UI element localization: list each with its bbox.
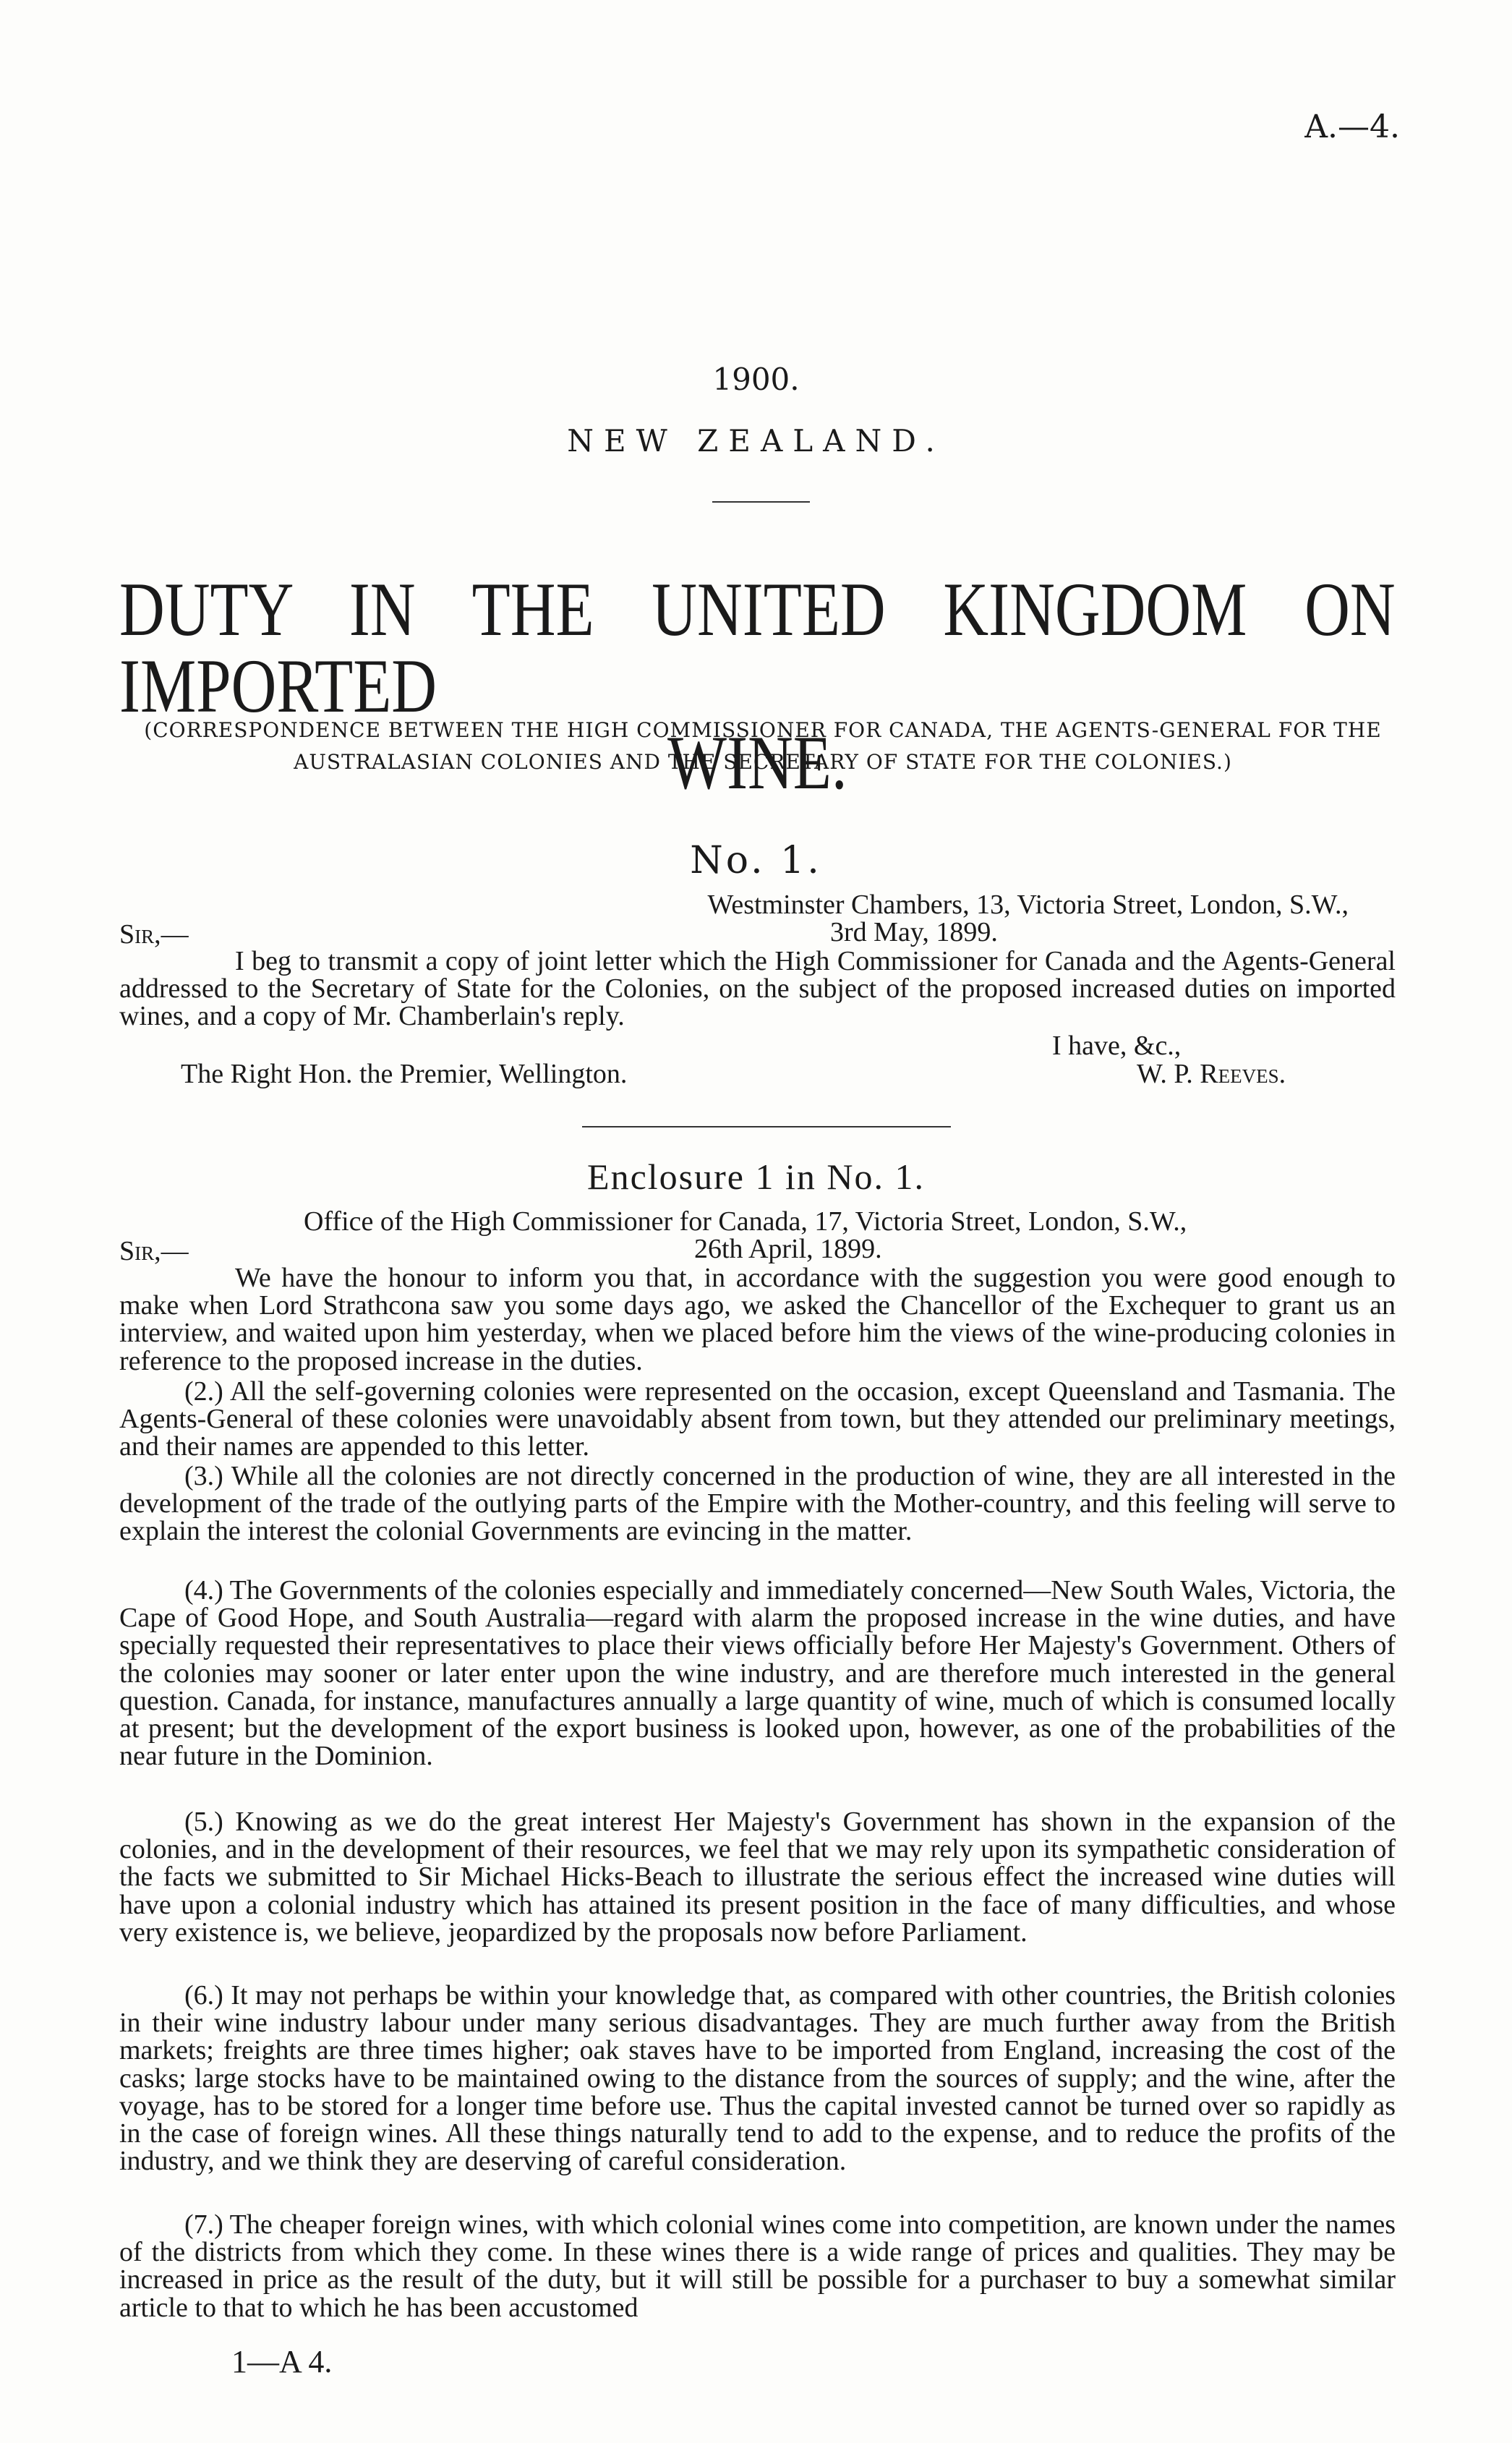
enclosure-heading: Enclosure 1 in No. 1.: [587, 1156, 925, 1197]
section-divider: [582, 1126, 951, 1127]
letter-closing: I have, &c.,: [1052, 1031, 1182, 1061]
enclosure-paragraph-6: (6.) It may not perhaps be within your knowledge that, as compared with other countries, the British colonies in their wine industry labour under many serious disadvantages. They are much further away from the British markets; freights are three times higher; oak staves have to be imported from England, increasing the cost of the casks; large stocks have to be maintained owing to the distance from the sources of supply; and the wine, after the voyage, has to be stored for a longer time before use. Thus the capital invested cannot be turned over so rapidly as in the case of foreign wines. All these things naturally tend to add to the expense, and to reduce the profits of the industry, and we think they are deserving of careful consideration.: [119, 1980, 1396, 2177]
enclosure-paragraph-2: (2.) All the self-governing colonies were represented on the occasion, except Queensland and Tasmania. The Agents-General of these colonies were unavoidably absent from town, but they attended our preliminary meetings, and their names are appended to this letter.: [119, 1376, 1396, 1462]
letter-number: No. 1.: [690, 839, 822, 882]
letter-address: Westminster Chambers, 13, Victoria Street, London, S.W.,: [707, 890, 1349, 920]
title-line-1: DUTY IN THE UNITED KINGDOM ON IMPORTED: [119, 567, 1396, 728]
enclosure-paragraph-1: We have the honour to inform you that, in accordance with the suggestion you were good enough to make when Lord Strathcona saw you some days ago, we asked the Chancellor of the Exchequer to grant us an interview, and waited upon him yesterday, when we placed before him the views of the wine-producing colonies in reference to the proposed increase in the duties.: [119, 1263, 1396, 1376]
enclosure-date: 26th April, 1899.: [694, 1234, 882, 1264]
paper-reference: A.—4.: [1304, 108, 1400, 145]
enclosure-address: Office of the High Commissioner for Canada, 17, Victoria Street, London, S.W.,: [304, 1206, 1187, 1237]
year-heading: 1900.: [712, 362, 800, 397]
enclosure-salutation: Sir,—: [119, 1236, 189, 1266]
title-line-2: WINE.: [667, 720, 847, 805]
enclosure-paragraph-3: (3.) While all the colonies are not directly concerned in the production of wine, they are all interested in the development of the trade of the outlying parts of the Empire with the Mother-country, and this feeling will serve to explain the interest the colonial Governments are evincing in the matter.: [119, 1461, 1396, 1547]
sheet-signature: 1—A 4.: [231, 2344, 333, 2379]
enclosure-paragraph-4: (4.) The Governments of the colonies especially and immediately concerned—New South Wales, Victoria, the Cape of Good Hope, and South Australia—regard with alarm the proposed increase in the wine duties, and have specially requested their representatives to place their views officially before Her Majesty's Government. Others of the colonies may sooner or later enter upon the wine industry, and are therefore much interested in the general question. Canada, for instance, manufactures annually a large quantity of wine, much of which is consumed locally at present; but the development of the export business is looked upon, however, as one of the probabilities of the near future in the Dominion.: [119, 1575, 1396, 1772]
enclosure-paragraph-7: (7.) The cheaper foreign wines, with which colonial wines come into competition, are known under the names of the districts from which they come. In these wines there is a wide range of prices and qualities. They may be increased in price as the result of the duty, but it will still be possible for a purchaser to buy a somewhat similar article to that to which he has been accustomed: [119, 2209, 1396, 2323]
country-heading: NEW ZEALAND.: [567, 423, 945, 459]
enclosure-paragraph-5: (5.) Knowing as we do the great interest Her Majesty's Government has shown in the expansion of the colonies, and in the development of their resources, we feel that we may rely upon its sympathetic consideration of the facts we submitted to Sir Michael Hicks-Beach to illustrate the serious effect the increased wine duties will have upon a colonial industry which has attained its present position in the face of many difficulties, and whose very existence is, we believe, jeopardized by the proposals now before Parliament.: [119, 1807, 1396, 1948]
letter-body: I beg to transmit a copy of joint letter which the High Commissioner for Canada and the Agents-General addressed to the Secretary of State for the Colonies, on the subject of the proposed increased duties on imported wines, and a copy of Mr. Chamberlain's reply.: [119, 946, 1396, 1032]
letter-signature: W. P. Reeves.: [1137, 1059, 1286, 1089]
document-subtitle: (CORRESPONDENCE BETWEEN THE HIGH COMMISSIONER FOR CANADA, THE AGENTS-GENERAL FOR THE AUSTRALASIAN COLONIES AND THE SECRETARY OF STATE FOR THE COLONIES.): [144, 718, 1382, 774]
letter-salutation: Sir,—: [119, 919, 189, 950]
letter-date: 3rd May, 1899.: [830, 917, 998, 947]
short-divider: [712, 501, 810, 503]
letter-addressee: The Right Hon. the Premier, Wellington.: [181, 1059, 628, 1089]
